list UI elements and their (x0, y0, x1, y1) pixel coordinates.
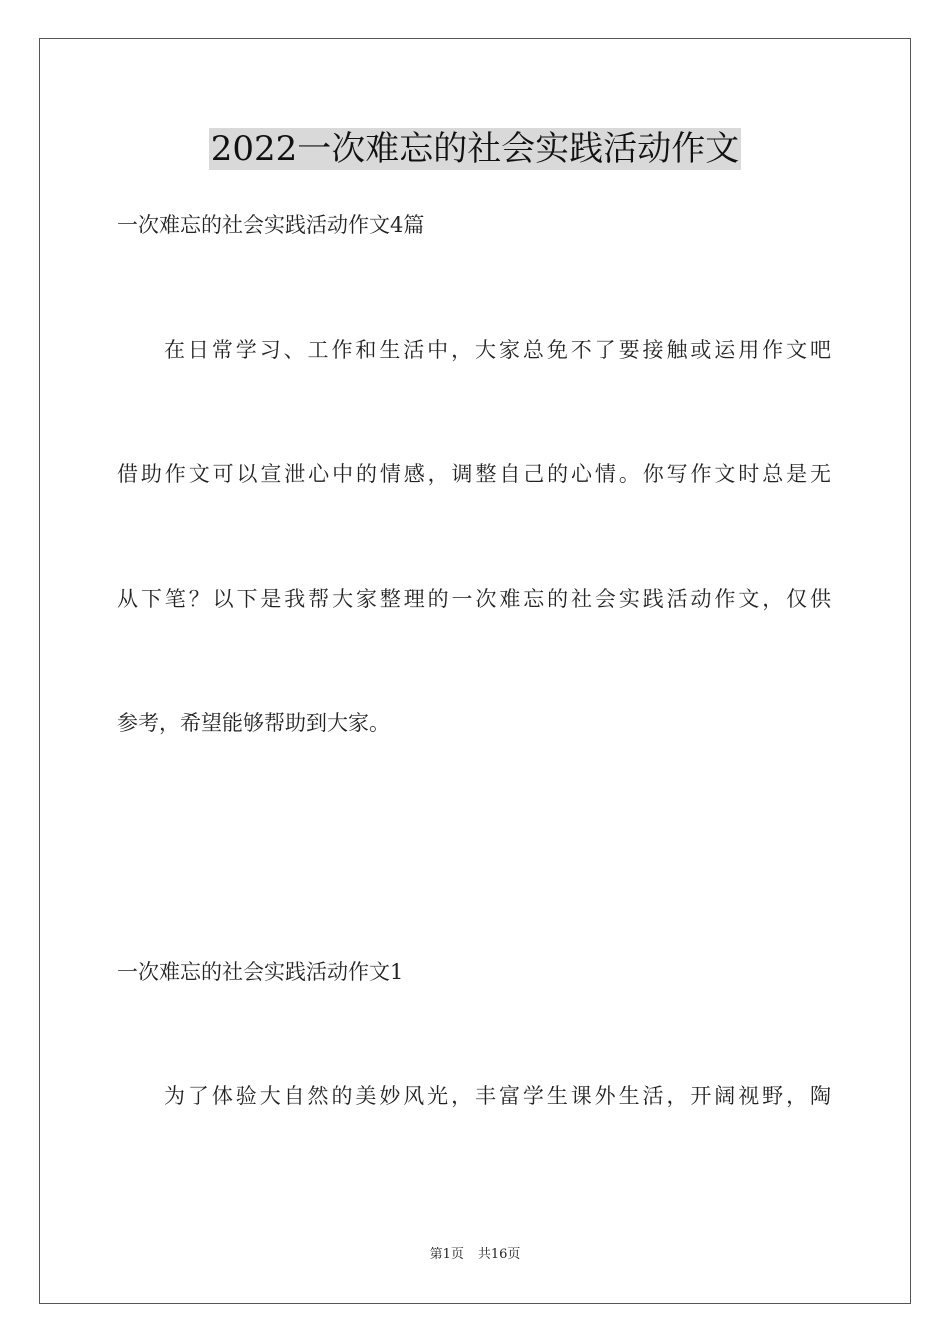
page-number: 第1页 (429, 1247, 464, 1262)
section-heading: 一次难忘的社会实践活动作文1 (117, 960, 404, 984)
document-subtitle: 一次难忘的社会实践活动作文4篇 (117, 213, 425, 237)
intro-line-3: 从下笔？以下是我帮大家整理的一次难忘的社会实践活动作文，仅供 (117, 587, 831, 611)
page-footer (0, 1246, 950, 1264)
section-line-1: 为了体验大自然的美妙风光，丰富学生课外生活，开阔视野，陶 (164, 1084, 831, 1108)
intro-line-1: 在日常学习、工作和生活中，大家总免不了要接触或运用作文吧 (164, 338, 831, 362)
page-total: 共16页 (477, 1247, 521, 1262)
intro-line-2: 借助作文可以宣泄心中的情感，调整自己的心情。你写作文时总是无 (117, 462, 831, 486)
document-title: 2022一次难忘的社会实践活动作文 (210, 129, 740, 169)
intro-line-4: 参考，希望能够帮助到大家。 (117, 711, 390, 735)
title-container (0, 128, 950, 170)
